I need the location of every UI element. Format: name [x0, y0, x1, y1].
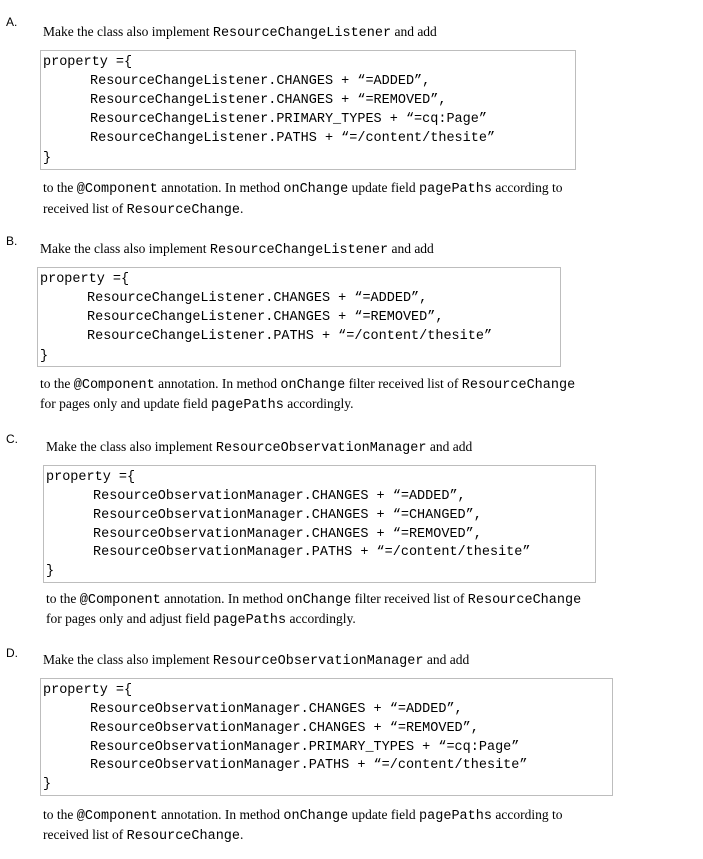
code-line: ResourceChangeListener.PRIMARY_TYPES + “=cq:Page”: [90, 112, 487, 127]
code-line: ResourceObservationManager.CHANGES + “=REMOVED”,: [93, 527, 482, 542]
option-description-line-2: [40, 395, 353, 415]
field-name: pagePaths: [210, 398, 284, 413]
class-name: ResourceChange: [461, 378, 576, 393]
intro-text: Make the class also implement: [43, 652, 213, 667]
desc-text: accordingly.: [286, 611, 356, 626]
desc-text: .: [240, 201, 244, 216]
code-line: ResourceObservationManager.CHANGES + “=ADDED”,: [90, 702, 463, 717]
intro-text: and add: [388, 241, 434, 256]
desc-text: for pages only and adjust field: [46, 611, 214, 626]
code-line: ResourceChangeListener.CHANGES + “=ADDED”,: [87, 291, 428, 306]
option-description-line-1: [43, 806, 562, 826]
annotation-name: @Component: [76, 182, 158, 197]
field-name: pagePaths: [419, 809, 492, 824]
code-block: [40, 678, 613, 796]
code-line: ResourceObservationManager.PATHS + “=/content/thesite”: [93, 545, 531, 560]
method-name: onChange: [286, 593, 352, 608]
desc-text: annotation. In method: [157, 180, 284, 195]
method-name: onChange: [280, 378, 346, 393]
option-intro: [40, 240, 434, 260]
option-letter: D.: [6, 646, 18, 660]
annotation-name: @Component: [79, 593, 161, 608]
option-description-line-2: [46, 610, 356, 630]
field-name: pagePaths: [419, 182, 492, 197]
intro-text: and add: [426, 439, 473, 454]
desc-text: according to: [491, 807, 563, 822]
class-name: ResourceChange: [126, 829, 241, 844]
code-line: }: [43, 151, 52, 166]
interface-name: ResourceChangeListener: [209, 243, 389, 258]
code-line: property ={: [43, 55, 133, 70]
desc-text: to the: [46, 591, 80, 606]
code-line: property ={: [46, 470, 136, 485]
option-description-line-1: [46, 590, 581, 610]
annotation-name: @Component: [76, 809, 158, 824]
desc-text: accordingly.: [283, 396, 354, 411]
desc-text: annotation. In method: [157, 807, 284, 822]
option-letter: A.: [6, 15, 18, 29]
code-line: }: [46, 564, 55, 579]
desc-text: to the: [43, 807, 77, 822]
desc-text: .: [240, 827, 244, 842]
field-name: pagePaths: [213, 613, 287, 628]
desc-text: annotation. In method: [154, 376, 281, 391]
interface-name: ResourceChangeListener: [212, 26, 392, 41]
intro-text: and add: [423, 652, 470, 667]
desc-text: received list of: [43, 201, 127, 216]
class-name: ResourceChange: [126, 203, 241, 218]
desc-text: to the: [40, 376, 74, 391]
code-line: }: [43, 777, 52, 792]
option-intro: [46, 438, 472, 458]
code-line: ResourceObservationManager.CHANGES + “=CHANGED”,: [93, 508, 482, 523]
code-line: }: [40, 349, 49, 364]
desc-text: to the: [43, 180, 77, 195]
code-line: ResourceChangeListener.CHANGES + “=REMOVED”,: [90, 93, 447, 108]
code-line: ResourceChangeListener.CHANGES + “=ADDED”,: [90, 74, 431, 89]
annotation-name: @Component: [73, 378, 155, 393]
desc-text: according to: [491, 180, 563, 195]
intro-text: and add: [391, 24, 437, 39]
code-block: [40, 50, 576, 170]
code-line: property ={: [40, 272, 130, 287]
code-line: ResourceChangeListener.CHANGES + “=REMOVED”,: [87, 310, 444, 325]
option-description-line-1: [40, 375, 575, 395]
code-line: property ={: [43, 683, 133, 698]
intro-text: Make the class also implement: [43, 24, 213, 39]
code-line: ResourceObservationManager.CHANGES + “=REMOVED”,: [90, 721, 479, 736]
code-block: [43, 465, 596, 583]
desc-text: filter received list of: [345, 376, 462, 391]
desc-text: filter received list of: [351, 591, 468, 606]
interface-name: ResourceObservationManager: [215, 441, 427, 456]
code-line: ResourceObservationManager.PATHS + “=/content/thesite”: [90, 758, 528, 773]
code-line: ResourceObservationManager.CHANGES + “=ADDED”,: [93, 489, 466, 504]
interface-name: ResourceObservationManager: [212, 654, 424, 669]
method-name: onChange: [283, 182, 349, 197]
option-intro: [43, 651, 469, 671]
class-name: ResourceChange: [467, 593, 582, 608]
desc-text: received list of: [43, 827, 127, 842]
desc-text: update field: [348, 807, 420, 822]
option-description-line-1: [43, 179, 562, 199]
code-line: ResourceChangeListener.PATHS + “=/content/thesite”: [90, 131, 496, 146]
option-letter: C.: [6, 432, 18, 446]
intro-text: Make the class also implement: [46, 439, 216, 454]
code-line: ResourceObservationManager.PRIMARY_TYPES + “=cq:Page”: [90, 740, 520, 755]
desc-text: for pages only and update field: [40, 396, 211, 411]
desc-text: annotation. In method: [160, 591, 287, 606]
option-description-line-2: [43, 200, 243, 220]
code-line: ResourceChangeListener.PATHS + “=/content/thesite”: [87, 329, 493, 344]
code-block: [37, 267, 561, 367]
option-intro: [43, 23, 437, 43]
desc-text: update field: [348, 180, 420, 195]
intro-text: Make the class also implement: [40, 241, 210, 256]
method-name: onChange: [283, 809, 349, 824]
option-description-line-2: [43, 826, 243, 846]
option-letter: B.: [6, 234, 18, 248]
